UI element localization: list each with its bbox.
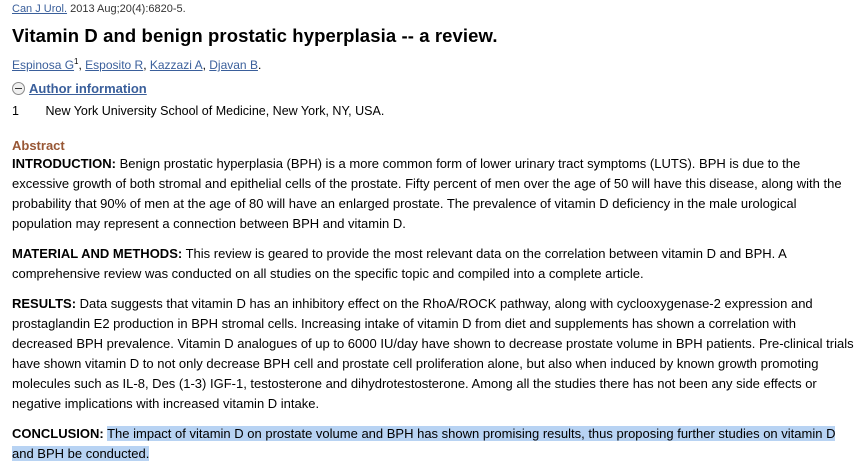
author-link[interactable]: Kazzazi A	[149, 58, 203, 72]
section-text: Data suggests that vitamin D has an inhibitory effect on the RhoA/ROCK pathway, along with cyclooxygenase-2 expression and prostaglandin E2 production in BPH stromal cells. Increasing intake of vitamin D from diet and supplements has shown a correlation with decreased BPH prevalence. Vitamin D analogues of up to 6000 IU/day have shown to decrease prostate volume in BPH patients. Pre-clinical trials have shown vitamin D to not only decrease BPH cell and prostate cell proliferation alone, but also when induced by known growth promoting molecules such as IL-8, Des (1-3) IGF-1, testosterone and dihydrotestosterone. Among all the studies there has not been any side effects or negative implications with increased vitamin D intake.	[12, 296, 854, 411]
author-affiliation-sup: 1	[74, 57, 79, 66]
author-information-toggle[interactable]	[12, 81, 147, 96]
affiliation	[12, 104, 384, 118]
author-information-link[interactable]: Author information	[29, 81, 147, 96]
section-text: This review is geared to provide the most relevant data on the correlation between vitamin D and BPH. A comprehensive review was conducted on all studies on the specific topic and compiled into a complete article.	[12, 246, 787, 281]
section-label: CONCLUSION:	[12, 426, 104, 441]
abstract-body	[12, 154, 858, 474]
author-link[interactable]: Esposito R	[85, 58, 144, 72]
affiliation-text: New York University School of Medicine, New York, NY, USA.	[45, 104, 385, 118]
author-list: Espinosa $G^1$, Esposito R, Kazzazi A, Djavan B.	[12, 57, 262, 72]
author-link[interactable]: Espinosa G	[12, 58, 75, 72]
selected-text[interactable]: The impact of vitamin D on prostate volume and BPH has shown promising results, thus proposing further studies on vitamin D and BPH be conducted.	[12, 426, 836, 461]
affiliation-number: 1	[12, 104, 19, 118]
abstract-section-methods	[12, 244, 858, 284]
article-title: Vitamin D and benign prostatic hyperplasia -- a review.	[12, 25, 498, 46]
journal-link[interactable]: Can J Urol.	[12, 3, 68, 15]
abstract-section-introduction	[12, 154, 858, 234]
section-label: MATERIAL AND METHODS:	[12, 246, 183, 261]
section-text: Benign prostatic hyperplasia (BPH) is a more common form of lower urinary tract symptoms (LUTS). BPH is due to the excessive growth of both stromal and epithelial cells of the prostate. Fifty percent of men over the age of 50 will have this disease, along with the probability that 90% of men at the age of 80 will have an enlarged prostate. The prevalence of vitamin D deficiency in the male urological population may represent a connection between BPH and vitamin D.	[12, 156, 842, 231]
collapse-icon[interactable]	[12, 82, 25, 95]
abstract-section-results	[12, 294, 858, 414]
citation	[12, 3, 186, 15]
abstract-heading: Abstract	[12, 138, 65, 153]
author-link[interactable]: Djavan B	[209, 58, 258, 72]
section-label: INTRODUCTION:	[12, 156, 116, 171]
citation-details: 2013 Aug;20(4):6820-5.	[70, 3, 186, 15]
section-label: RESULTS:	[12, 296, 77, 311]
abstract-section-conclusion	[12, 424, 858, 464]
